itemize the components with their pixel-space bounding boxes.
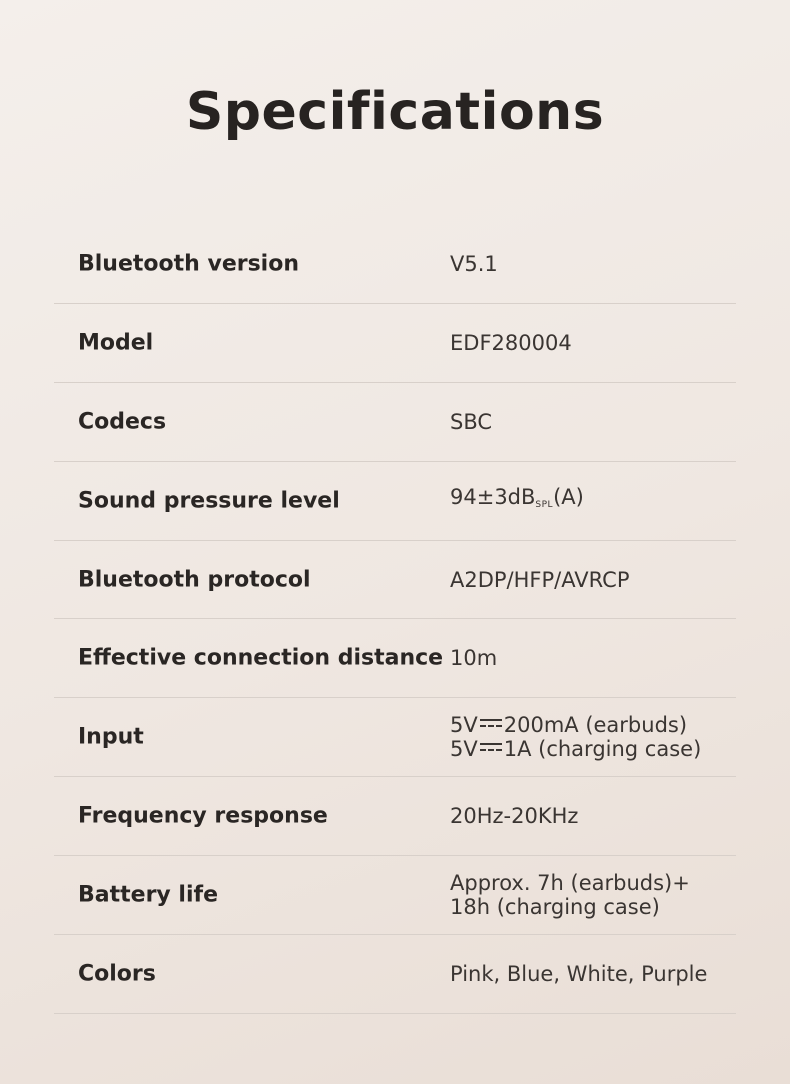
current-text: 200mA (earbuds) — [503, 713, 688, 738]
spec-value — [450, 871, 690, 919]
battery-line-1: Approx. 7h (earbuds)+ — [450, 871, 690, 896]
spec-row-frequency-response — [54, 777, 736, 856]
dc-symbol-icon — [480, 743, 502, 753]
spec-label: Bluetooth protocol — [78, 567, 311, 592]
spec-value — [450, 485, 584, 517]
spec-label: Frequency response — [78, 803, 328, 829]
spec-value: Pink, Blue, White, Purple — [450, 961, 708, 986]
spec-row-colors — [54, 935, 736, 1014]
current-text: 1A (charging case) — [503, 737, 702, 762]
spec-value: 20Hz-20KHz — [450, 804, 579, 829]
voltage-text: 5V — [450, 713, 478, 738]
spec-row-bluetooth-version — [54, 225, 736, 304]
spec-row-bluetooth-protocol — [54, 541, 736, 620]
spec-row-codecs — [54, 383, 736, 462]
spec-row-input — [54, 698, 736, 777]
input-line-case — [450, 737, 701, 761]
spec-value: EDF280004 — [450, 330, 572, 355]
page-title: Specifications — [185, 82, 605, 142]
spec-row-battery-life — [54, 856, 736, 935]
spec-label: Battery life — [78, 882, 218, 908]
battery-line-2: 18h (charging case) — [450, 895, 660, 920]
spec-label: Model — [78, 330, 154, 356]
spl-subscript: SPL — [535, 499, 554, 510]
spec-label: Input — [78, 724, 144, 750]
spec-value — [450, 713, 701, 761]
spec-value: 10m — [450, 646, 498, 671]
input-line-earbuds — [450, 713, 701, 737]
spl-tail: (A) — [553, 484, 584, 509]
spec-row-sound-pressure-level — [54, 462, 736, 541]
spl-main: 94±3dB — [450, 484, 536, 509]
voltage-text: 5V — [450, 737, 478, 762]
spec-value: SBC — [450, 409, 493, 434]
spec-label: Colors — [78, 961, 156, 987]
spec-value: V5.1 — [450, 251, 498, 276]
spec-label: Codecs — [78, 409, 167, 435]
spec-label: Sound pressure level — [78, 488, 340, 514]
spec-row-model — [54, 304, 736, 383]
spec-row-connection-distance — [54, 619, 736, 698]
dc-symbol-icon — [480, 719, 502, 729]
specifications-table — [54, 225, 736, 1014]
spec-label: Bluetooth version — [78, 251, 299, 277]
spec-label: Effective connection distance — [78, 645, 444, 671]
spec-value: A2DP/HFP/AVRCP — [450, 567, 630, 592]
